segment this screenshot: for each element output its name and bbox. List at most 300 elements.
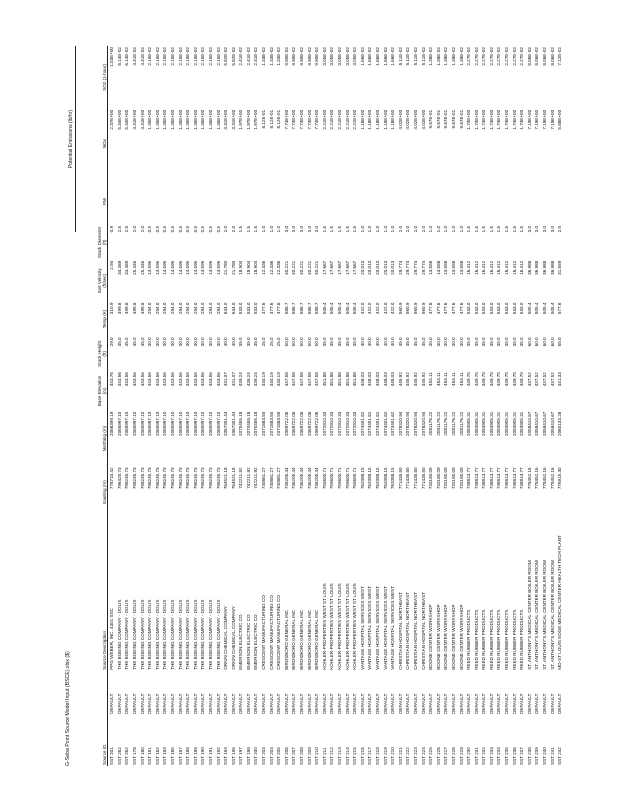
table-cell: [267, 179, 275, 225]
table-cell: 4.41E-02: [139, 47, 145, 66]
table-cell: 40.0: [223, 337, 229, 347]
table-cell: 45.0: [124, 337, 130, 347]
table-cell: 2074401.62: [382, 411, 388, 436]
table-cell: 2083905.31: [488, 411, 494, 436]
table-cell: 0.5: [169, 225, 175, 233]
table-cell: SST 220: [390, 747, 396, 765]
table-cell: SST 192: [215, 747, 221, 765]
table-cell: 35.0: [504, 337, 510, 347]
table-cell: REED RUBBER PRODUCTS: [504, 609, 510, 670]
table-cell: DEFAULT: [534, 693, 540, 714]
table-cell: [450, 179, 458, 225]
table-cell: [214, 671, 222, 680]
table-row: [366, 46, 374, 766]
table-cell: [381, 671, 389, 680]
table-cell: SST 223: [412, 747, 418, 765]
table-cell: 764521.18: [230, 467, 236, 490]
table-cell: 2065997.10: [131, 411, 137, 436]
table-cell: 2.0: [397, 225, 403, 233]
table-cell: 505.4: [344, 302, 350, 315]
table-cell: 60.0: [526, 337, 532, 347]
column-header: Exit Velocity (ft/sec): [73, 260, 108, 302]
table-cell: 1.38E-02: [458, 47, 464, 66]
table-cell: 2083905.31: [473, 411, 479, 436]
table-row: [237, 46, 245, 766]
table-row: [381, 46, 389, 766]
table-cell: 31.559: [557, 260, 563, 275]
table-row: [328, 46, 336, 766]
table-cell: [412, 179, 420, 225]
table-cell: 2081176.22: [428, 411, 434, 436]
source-table: [73, 46, 564, 766]
table-cell: BOONE CENTER WORKSHOP: [443, 604, 449, 670]
table-cell: [298, 179, 306, 225]
table-cell: 453.11: [458, 372, 464, 386]
table-cell: DEFAULT: [124, 693, 130, 714]
table-cell: 533.0: [473, 302, 479, 315]
table-cell: KOHLER-PROPERTIES WEST ST LOUIS: [352, 583, 358, 670]
table-cell: 798245.73: [207, 467, 213, 490]
table-cell: 499.8: [139, 302, 145, 315]
table-cell: 1.18E+00: [367, 109, 373, 130]
table-cell: 1.66E-02: [359, 47, 365, 66]
table-cell: [123, 671, 131, 680]
table-cell: SST 222: [405, 747, 411, 765]
table-cell: 798245.73: [200, 467, 206, 490]
table-cell: 2.41E-02: [245, 47, 251, 66]
table-cell: 2.5: [124, 225, 130, 233]
table-cell: [343, 671, 351, 680]
table-cell: [328, 179, 336, 225]
table-cell: 588.7: [283, 302, 289, 315]
table-cell: 1.35E+00: [154, 109, 160, 130]
table-cell: 748813.77: [496, 467, 502, 490]
table-cell: [473, 671, 481, 680]
column-header: Easting (m): [73, 466, 108, 517]
table-cell: SST 210: [314, 747, 320, 765]
table-cell: [374, 179, 382, 225]
table-cell: 798245.73: [192, 467, 198, 490]
table-cell: 1.5: [321, 225, 327, 233]
table-cell: SST 195: [230, 747, 236, 765]
table-cell: 1.74E+00: [496, 109, 502, 130]
table-cell: 29.0: [109, 337, 115, 347]
table-cell: SST 182: [154, 747, 160, 765]
table-cell: 2065997.10: [147, 411, 153, 436]
table-cell: 21.780: [223, 260, 229, 275]
table-cell: 1.5: [329, 225, 335, 233]
table-cell: BIRDSBORO GENERAL INC: [314, 609, 320, 670]
table-cell: [488, 671, 496, 680]
table-cell: 1.5: [519, 225, 525, 233]
table-cell: 9.90E-02: [299, 47, 305, 66]
table-cell: 55.0: [557, 337, 563, 347]
table-cell: 733180.09: [450, 467, 456, 490]
table-cell: 2067301.44: [230, 411, 236, 436]
table-row: [343, 46, 351, 766]
table-cell: 2.21E+00: [321, 109, 327, 130]
emissions-group-header: Potential Emissions (lb/hr): [68, 46, 76, 232]
table-row: [465, 46, 473, 766]
table-row: [154, 46, 162, 766]
table-cell: 9.67E-01: [458, 109, 464, 129]
table-cell: EMERSON ELECTRIC CO: [238, 614, 244, 670]
table-cell: 45.0: [420, 337, 426, 347]
table-cell: 14.595: [147, 260, 153, 275]
table-cell: 16.412: [519, 260, 525, 275]
table-cell: SST 240: [542, 747, 548, 765]
table-cell: 4.02E+00: [397, 109, 403, 130]
table-cell: SST 185: [169, 747, 175, 765]
table-cell: 1.74E+00: [473, 109, 479, 130]
table-cell: 1.5: [352, 225, 358, 233]
table-cell: 2.27E-02: [496, 47, 502, 66]
table-cell: 748813.77: [511, 467, 517, 490]
table-cell: 533.0: [253, 302, 259, 315]
table-cell: 762088.15: [374, 467, 380, 490]
table-cell: 30.0: [147, 337, 153, 347]
table-cell: [541, 179, 549, 225]
table-cell: 439.24: [253, 372, 259, 387]
table-cell: 40.221: [291, 260, 297, 275]
table-cell: 294.0: [177, 302, 183, 315]
table-cell: REED RUBBER PRODUCTS: [488, 609, 494, 670]
table-cell: 437.52: [526, 372, 532, 387]
table-cell: 2.0: [405, 225, 411, 233]
table-cell: [116, 179, 124, 225]
table-cell: 443.76: [109, 372, 115, 387]
table-cell: 443.56: [139, 372, 145, 387]
table-cell: 17.667: [352, 260, 358, 275]
table-cell: EMERSON ELECTRIC CO: [253, 614, 259, 670]
table-cell: DEFAULT: [230, 693, 236, 714]
column-header: Stack Diameter (ft): [73, 225, 108, 260]
table-cell: KOHLER-PROPERTIES WEST ST LOUIS: [337, 583, 342, 670]
table-cell: 30.0: [185, 337, 191, 347]
table-cell: [412, 671, 420, 680]
table-cell: 2065997.10: [192, 411, 198, 436]
table-cell: [465, 671, 473, 680]
table-row: [192, 46, 200, 766]
table-cell: 0.5: [147, 225, 153, 233]
table-cell: 2060133.28: [557, 411, 563, 436]
table-cell: 2.37E+00: [109, 109, 115, 130]
table-cell: ST. ANTHONY'S MEDICAL CENTER BOILER ROOM: [534, 560, 540, 670]
table-cell: 35.0: [245, 337, 251, 347]
table-cell: SST 198: [245, 747, 251, 765]
table-cell: DEFAULT: [306, 693, 312, 714]
table-cell: 505.4: [534, 302, 540, 315]
table-cell: SST 232: [481, 747, 487, 765]
table-cell: 4.41E+00: [139, 109, 145, 130]
table-cell: 2.27E-02: [519, 47, 525, 66]
table-cell: SST 262: [116, 747, 122, 765]
table-cell: 294.0: [154, 302, 160, 315]
table-cell: 443.56: [185, 372, 191, 387]
table-cell: 16.412: [466, 260, 472, 275]
table-cell: 35.0: [511, 337, 517, 347]
table-cell: 451.88: [352, 372, 358, 387]
table-row: [518, 46, 526, 766]
table-cell: 294.0: [169, 302, 175, 315]
table-cell: BOONE CENTER WORKSHOP: [458, 604, 464, 670]
table-row: [138, 46, 146, 766]
table-cell: [556, 179, 564, 225]
table-cell: 560.9: [397, 302, 403, 315]
table-cell: 30.0: [162, 337, 168, 347]
table-cell: 1.0: [443, 225, 449, 233]
table-cell: [138, 179, 146, 225]
table-cell: 1.5: [238, 225, 244, 233]
table-cell: 1.66E-02: [367, 47, 373, 66]
table-cell: 0.5: [162, 225, 168, 233]
table-cell: [510, 671, 518, 680]
table-cell: DEFAULT: [185, 693, 191, 714]
table-cell: DEFAULT: [253, 693, 259, 714]
table-cell: 443.56: [116, 372, 122, 387]
column-header: Temp (K): [73, 302, 108, 337]
table-row: [245, 46, 253, 766]
table-cell: 778710.42: [109, 467, 115, 490]
table-cell: 2058410.67: [549, 411, 555, 436]
table-row: [480, 46, 488, 766]
table-cell: 1.33E-02: [261, 47, 267, 66]
table-cell: 8.06E-02: [526, 47, 532, 66]
table-cell: 40.0: [230, 337, 236, 347]
table-cell: 443.56: [147, 372, 153, 387]
column-header: [73, 671, 108, 680]
table-cell: 1.0: [428, 225, 434, 233]
table-cell: 448.03: [382, 372, 388, 387]
column-header: PM: [73, 179, 108, 225]
table-cell: 16.412: [488, 260, 494, 275]
table-cell: [518, 179, 526, 225]
table-cell: ST. ANTHONY'S MEDICAL CENTER BOILER ROOM: [526, 560, 532, 670]
table-cell: 2.0: [223, 225, 229, 233]
table-cell: [351, 179, 359, 225]
table-cell: 1.0: [261, 225, 267, 233]
table-cell: 798245.73: [185, 467, 191, 490]
table-cell: SST 226: [435, 747, 441, 765]
table-cell: SST 197: [238, 747, 244, 765]
table-cell: 560.9: [412, 302, 418, 315]
table-cell: 1.5: [253, 225, 259, 233]
table-cell: 2.15E-02: [177, 47, 183, 66]
table-cell: 2071883.50: [261, 411, 267, 436]
table-cell: PPG WEBER, INC. 4301 SSC: [109, 608, 115, 670]
table-row: [214, 46, 222, 766]
table-cell: 2065997.10: [139, 411, 145, 436]
table-cell: 1.5: [504, 225, 510, 233]
table-cell: 1.5: [488, 225, 494, 233]
table-cell: 2083905.31: [519, 411, 525, 436]
table-cell: 40.221: [306, 260, 312, 275]
table-cell: 533.0: [245, 302, 251, 315]
table-cell: 2069722.06: [306, 411, 312, 436]
column-header: SO2 (1-hour): [73, 46, 108, 109]
table-cell: 440.19: [261, 372, 267, 387]
table-cell: 14.595: [185, 260, 191, 275]
table-cell: 7.19E+00: [534, 109, 540, 130]
table-cell: [465, 179, 473, 225]
table-cell: 0.5: [177, 225, 183, 233]
table-cell: 16.412: [511, 260, 517, 275]
table-cell: THE BOEING COMPANY - DOLIS: [116, 599, 122, 670]
table-cell: 1.18E+00: [359, 109, 365, 130]
table-cell: 2078320.94: [420, 411, 426, 436]
table-cell: 440.19: [276, 372, 282, 387]
table-cell: 30.0: [428, 337, 434, 347]
table-cell: [389, 671, 397, 680]
table-cell: SST 203: [261, 747, 267, 765]
table-cell: 2065997.10: [169, 411, 175, 436]
table-cell: VANTAGE HOSPITAL SERVICES WEST: [374, 586, 380, 670]
table-cell: 533.0: [511, 302, 517, 315]
table-cell: 437.52: [534, 372, 540, 387]
table-cell: DEFAULT: [245, 693, 251, 714]
table-cell: 776915.40: [557, 467, 563, 490]
table-cell: DEFAULT: [109, 693, 115, 714]
table-cell: [503, 179, 511, 225]
table-cell: 588.7: [314, 302, 320, 315]
table-cell: 17.667: [337, 260, 342, 275]
table-cell: 477.6: [450, 302, 456, 315]
table-cell: [313, 671, 321, 680]
table-cell: 8.12E-01: [268, 109, 274, 129]
table-cell: 2058410.67: [534, 411, 540, 436]
table-cell: 30.0: [154, 337, 160, 347]
table-cell: 36.988: [542, 260, 548, 275]
table-cell: 560.9: [405, 302, 411, 315]
table-cell: 499.8: [124, 302, 130, 315]
table-row: [146, 46, 154, 766]
table-cell: 14.595: [215, 260, 221, 275]
table-cell: 577.6: [557, 302, 563, 315]
table-cell: 1.35E+00: [147, 109, 153, 130]
table-cell: 445.92: [405, 372, 411, 387]
table-cell: 2074401.62: [367, 411, 373, 436]
table-row: [435, 46, 443, 766]
table-cell: SST 206: [283, 747, 289, 765]
table-cell: 2071883.50: [276, 411, 282, 436]
table-cell: 21.780: [230, 260, 236, 275]
table-cell: 3.0: [306, 225, 312, 233]
table-cell: 9.67E-01: [428, 109, 434, 129]
table-cell: 447.58: [283, 372, 289, 387]
table-cell: 422.0: [359, 302, 365, 315]
table-cell: 2083905.31: [496, 411, 502, 436]
table-cell: REED RUBBER PRODUCTS: [481, 609, 487, 670]
table-cell: 477.6: [458, 302, 464, 315]
table-cell: SST 227: [443, 747, 449, 765]
table-cell: [176, 671, 184, 680]
table-cell: 2071883.50: [268, 411, 274, 436]
table-cell: [184, 179, 192, 225]
table-cell: BIRDSBORO GENERAL INC: [283, 609, 289, 670]
table-cell: 40.0: [367, 337, 373, 347]
table-cell: 533.0: [238, 302, 244, 315]
table-cell: 1.66E-02: [390, 47, 396, 66]
table-cell: [510, 179, 518, 225]
table-row: [457, 46, 465, 766]
table-cell: 3.0: [549, 225, 555, 233]
table-cell: 505.4: [542, 302, 548, 315]
table-cell: 1.74E+00: [511, 109, 517, 130]
table-cell: THE BOEING COMPANY - DOLIS: [200, 599, 206, 670]
table-cell: [199, 671, 207, 680]
table-cell: 449.70: [473, 372, 479, 387]
table-cell: ORKIN CHEMICAL COMPANY: [230, 606, 236, 670]
table-cell: 422.0: [367, 302, 373, 315]
table-cell: 2067301.44: [223, 411, 229, 436]
table-cell: 2072910.33: [352, 411, 358, 436]
table-cell: SST 183: [162, 747, 168, 765]
table-row: [283, 46, 291, 766]
table-cell: SST 191: [207, 747, 213, 765]
table-cell: 1.5: [337, 225, 342, 233]
table-cell: [404, 179, 412, 225]
table-cell: [427, 179, 435, 225]
table-cell: SST 219: [382, 747, 388, 765]
table-cell: 20.013: [390, 260, 396, 275]
table-cell: [245, 671, 253, 680]
table-cell: 3.05E-02: [337, 47, 342, 66]
table-cell: 477.6: [268, 302, 274, 315]
table-cell: DEFAULT: [169, 693, 175, 714]
table-cell: [488, 179, 496, 225]
table-cell: 3.0: [283, 225, 289, 233]
table-cell: 2083905.31: [481, 411, 487, 436]
table-cell: [283, 671, 291, 680]
table-cell: 644.0: [230, 302, 236, 315]
table-cell: 2.27E-02: [466, 47, 472, 66]
table-cell: 798245.73: [169, 467, 175, 490]
table-cell: 8.06E-02: [542, 47, 548, 66]
table-cell: 30.0: [458, 337, 464, 347]
table-cell: 1.5: [466, 225, 472, 233]
table-cell: 533.0: [466, 302, 472, 315]
table-cell: [146, 179, 154, 225]
table-cell: 30.0: [200, 337, 206, 347]
table-cell: 2070455.18: [238, 411, 244, 436]
table-cell: 748813.77: [466, 467, 472, 490]
table-row: [359, 46, 367, 766]
table-cell: 449.70: [511, 372, 517, 387]
table-cell: DEFAULT: [488, 693, 494, 714]
table-cell: 2.0: [412, 225, 418, 233]
table-cell: DEFAULT: [382, 693, 388, 714]
table-cell: 2065997.10: [124, 411, 130, 436]
table-cell: 3.31E+00: [230, 109, 236, 130]
table-cell: 40.221: [299, 260, 305, 275]
table-cell: 35.0: [466, 337, 472, 347]
table-row: [184, 46, 192, 766]
table-cell: [207, 671, 215, 680]
table-cell: 448.03: [367, 372, 373, 387]
table-cell: 447.58: [291, 372, 297, 387]
table-cell: 505.4: [549, 302, 555, 315]
table-cell: [275, 671, 283, 680]
table-cell: 2.0: [139, 225, 145, 233]
table-row: [488, 46, 496, 766]
table-row: [169, 46, 177, 766]
table-cell: 16.412: [496, 260, 502, 275]
table-cell: 477.6: [261, 302, 267, 315]
table-cell: 762088.15: [367, 467, 373, 490]
table-cell: [442, 671, 450, 680]
table-cell: 798245.73: [154, 467, 160, 490]
table-cell: 533.0: [481, 302, 487, 315]
